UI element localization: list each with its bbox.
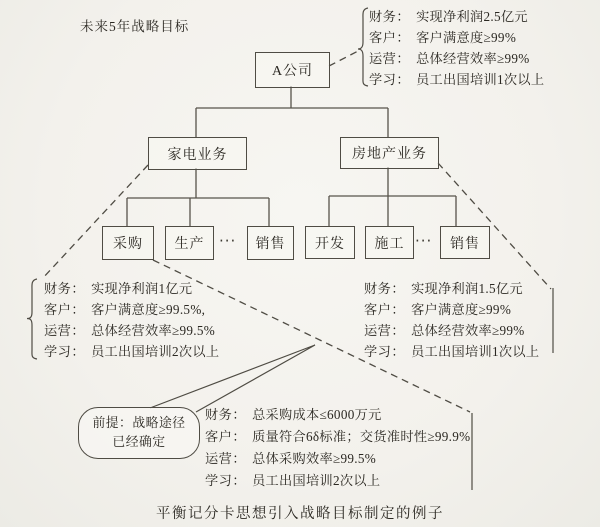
org-box-company: A公司 [255, 52, 330, 88]
org-box-realestate-division: 房地产业务 [340, 137, 439, 169]
premise-line-1: 前提：战略途径 [92, 416, 186, 430]
scorecard-label: 财务： [205, 407, 247, 422]
scorecard-row [44, 278, 219, 299]
org-box-sales-left: 销售 [247, 226, 294, 260]
scorecard-row [369, 69, 544, 90]
scorecard-label: 财务： [44, 281, 86, 296]
scorecard-row [369, 27, 544, 48]
scorecard-value: 实现净利润1.5亿元 [411, 281, 523, 296]
scorecard-appliance [44, 278, 219, 362]
scorecard-label: 运营： [205, 451, 247, 466]
figure-caption: 平衡记分卡思想引入战略目标制定的例子 [156, 506, 444, 522]
dashed-link-appliance-scorecard [42, 165, 148, 279]
scorecard-value: 客户满意度≥99% [416, 30, 517, 45]
scorecard-row [364, 278, 539, 299]
scorecard-row [364, 299, 539, 320]
scorecard-value: 员工出国培训1次以上 [411, 344, 540, 359]
page-title: 未来5年战略目标 [80, 19, 190, 34]
scorecard-row [205, 470, 470, 492]
scorecard-row [364, 320, 539, 341]
scorecard-row [44, 341, 219, 362]
scorecard-row [44, 320, 219, 341]
org-box-production: 生产 [165, 226, 214, 260]
scorecard-value: 员工出国培训2次以上 [91, 344, 220, 359]
ellipsis-left: ··· [219, 232, 237, 250]
scorecard-value: 总体经营效率≥99% [416, 51, 530, 66]
scorecard-value: 客户满意度≥99.5%, [91, 302, 206, 317]
org-box-sales-right: 销售 [440, 226, 490, 259]
scorecard-purchasing [205, 404, 470, 492]
scorecard-label: 学习： [369, 72, 411, 87]
scorecard-label: 学习： [44, 344, 86, 359]
scorecard-row [369, 48, 544, 69]
scorecard-label: 学习： [205, 473, 247, 488]
scorecard-value: 客户满意度≥99% [411, 302, 512, 317]
scorecard-company [369, 6, 544, 90]
scorecard-value: 实现净利润2.5亿元 [416, 9, 528, 24]
scorecard-label: 客户： [44, 302, 86, 317]
org-box-purchasing: 采购 [102, 226, 154, 260]
scorecard-label: 客户： [205, 429, 247, 444]
premise-line-2: 已经确定 [112, 435, 166, 449]
scorecard-row [205, 448, 470, 470]
scorecard-label: 客户： [369, 30, 411, 45]
scorecard-label: 财务： [369, 9, 411, 24]
scorecard-value: 质量符合6δ标准；交货准时性≥99.9% [252, 429, 471, 444]
appliance-scorecard-brace [27, 279, 37, 359]
scorecard-label: 运营： [369, 51, 411, 66]
ellipsis-right: ··· [415, 232, 433, 250]
scorecard-row [44, 299, 219, 320]
scorecard-row [364, 341, 539, 362]
scorecard-value: 员工出国培训1次以上 [416, 72, 545, 87]
org-box-construction: 施工 [365, 226, 414, 259]
scorecard-value: 实现净利润1亿元 [91, 281, 193, 296]
scorecard-label: 运营： [364, 323, 406, 338]
scorecard-row [205, 426, 470, 448]
dashed-link-company-scorecard [329, 50, 360, 66]
scorecard-row [369, 6, 544, 27]
scorecard-value: 总体经营效率≥99% [411, 323, 525, 338]
scorecard-label: 运营： [44, 323, 86, 338]
scorecard-value: 总体经营效率≥99.5% [91, 323, 216, 338]
company-scorecard-brace [358, 8, 368, 86]
scorecard-label: 财务： [364, 281, 406, 296]
scorecard-row [205, 404, 470, 426]
scorecard-label: 学习： [364, 344, 406, 359]
scorecard-label: 客户： [364, 302, 406, 317]
scorecard-value: 员工出国培训2次以上 [252, 473, 381, 488]
scorecard-realestate [364, 278, 539, 362]
premise-callout-bubble [78, 407, 200, 459]
scorecard-value: 总采购成本≤6000万元 [252, 407, 382, 422]
org-box-development: 开发 [305, 226, 355, 259]
org-box-appliance-division: 家电业务 [148, 137, 247, 170]
scorecard-value: 总体采购效率≥99.5% [252, 451, 377, 466]
